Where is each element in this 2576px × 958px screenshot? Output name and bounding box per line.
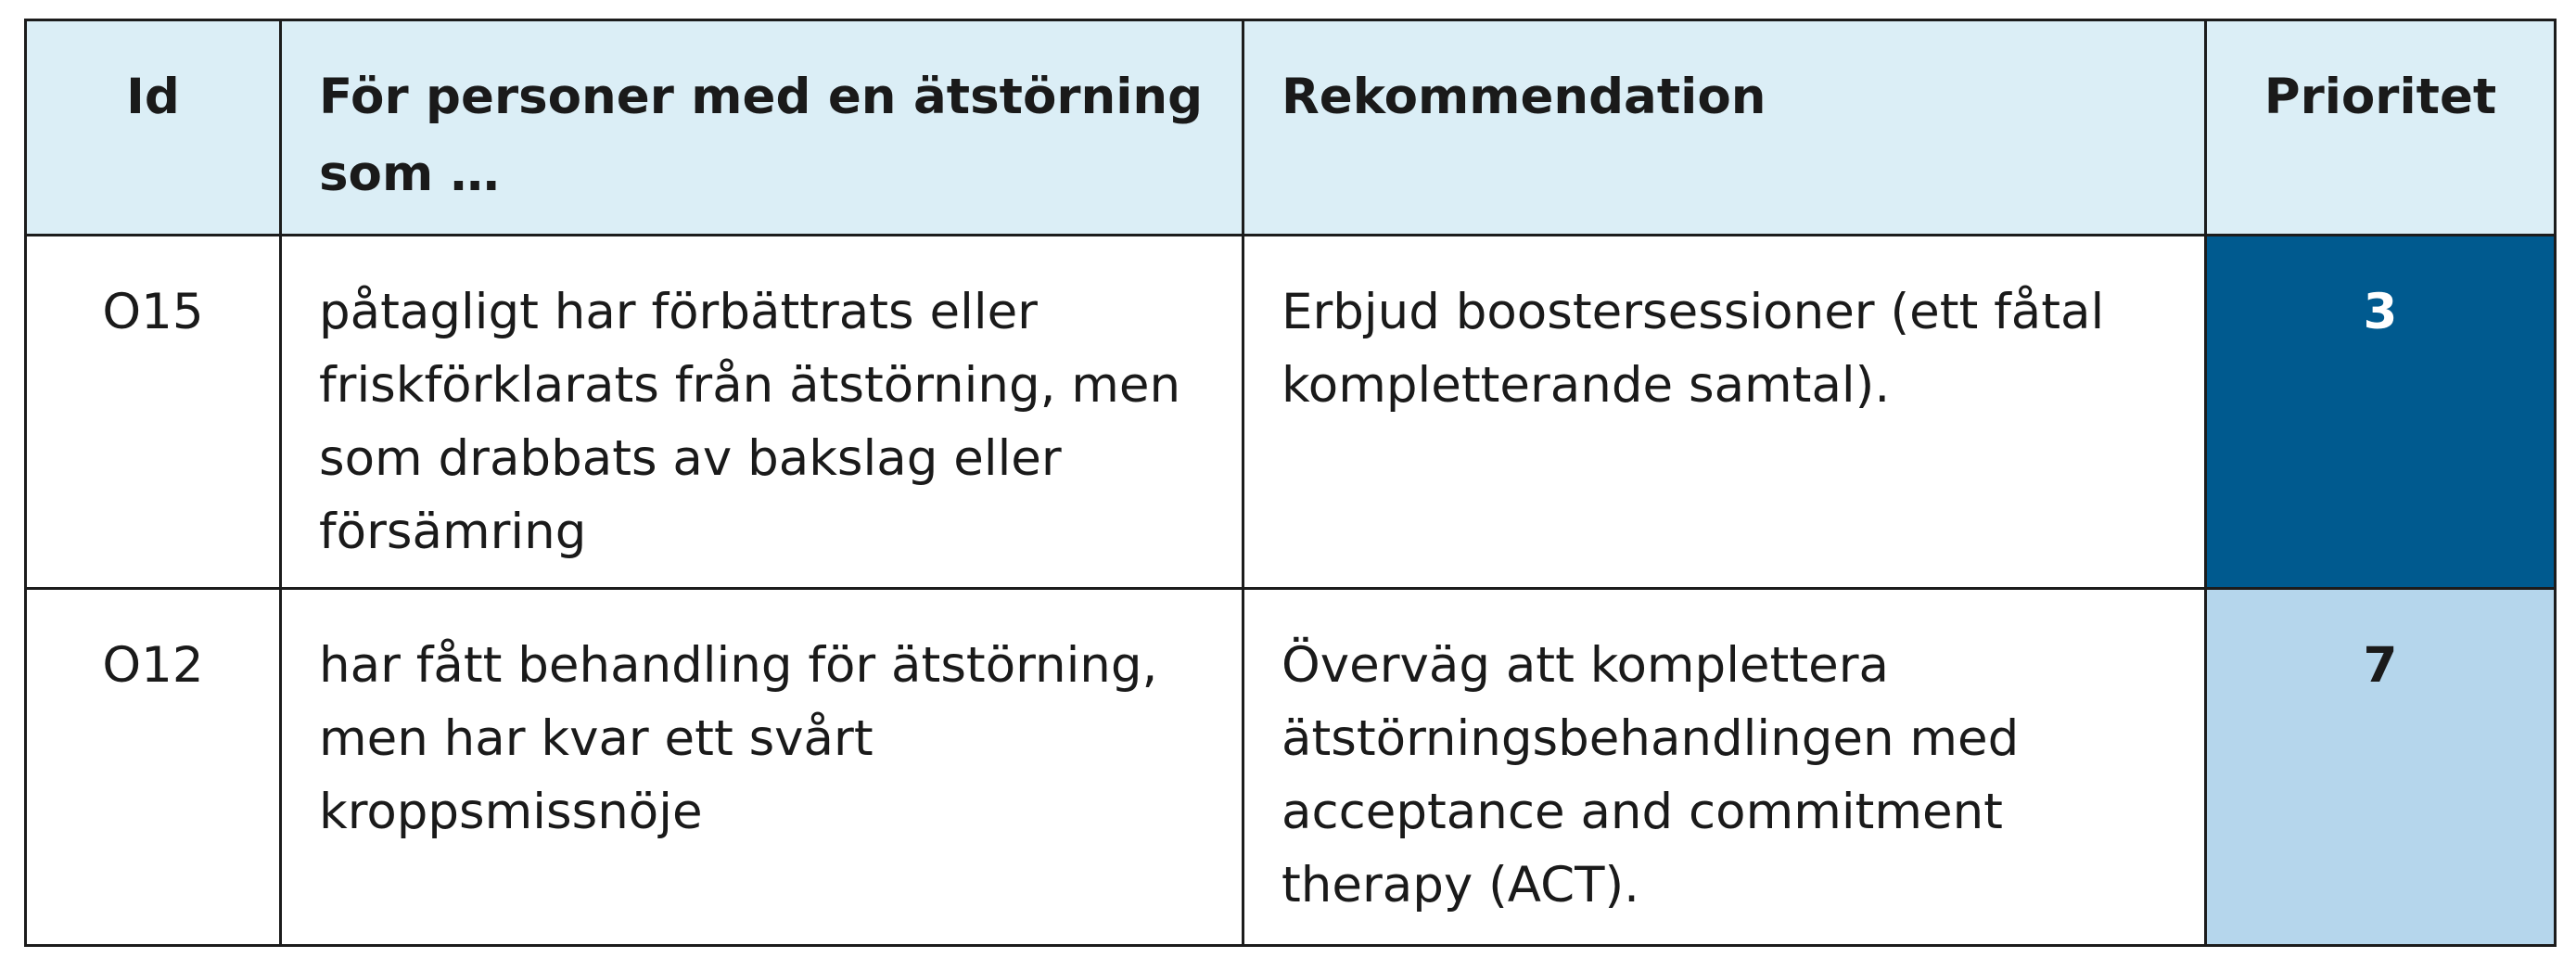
table-row xyxy=(26,589,2556,946)
row-id-cell: O15 xyxy=(26,236,281,589)
header-id: Id xyxy=(26,20,281,236)
row-recommendation-cell: Erbjud boostersessioner (ett fåtal kompletterande samtal). xyxy=(1243,236,2206,589)
row-priority-cell: 7 xyxy=(2206,589,2556,946)
row-recommendation-cell: Överväg att komplettera ätstörningsbehandlingen med acceptance and commitment therapy (ACT). xyxy=(1243,589,2206,946)
row-id-cell: O12 xyxy=(26,589,281,946)
table-row xyxy=(26,236,2556,589)
recommendation-table xyxy=(24,19,2557,947)
header-recommendation: Rekommendation xyxy=(1243,20,2206,236)
header-population: För personer med en ätstörning som … xyxy=(281,20,1243,236)
header-priority: Prioritet xyxy=(2206,20,2556,236)
row-population-cell: har fått behandling för ätstörning, men har kvar ett svårt kroppsmissnöje xyxy=(281,589,1243,946)
header-row xyxy=(26,20,2556,236)
row-priority-cell: 3 xyxy=(2206,236,2556,589)
row-population-cell: påtagligt har förbättrats eller friskförklarats från ätstörning, men som drabbats av bakslag eller försämring xyxy=(281,236,1243,589)
